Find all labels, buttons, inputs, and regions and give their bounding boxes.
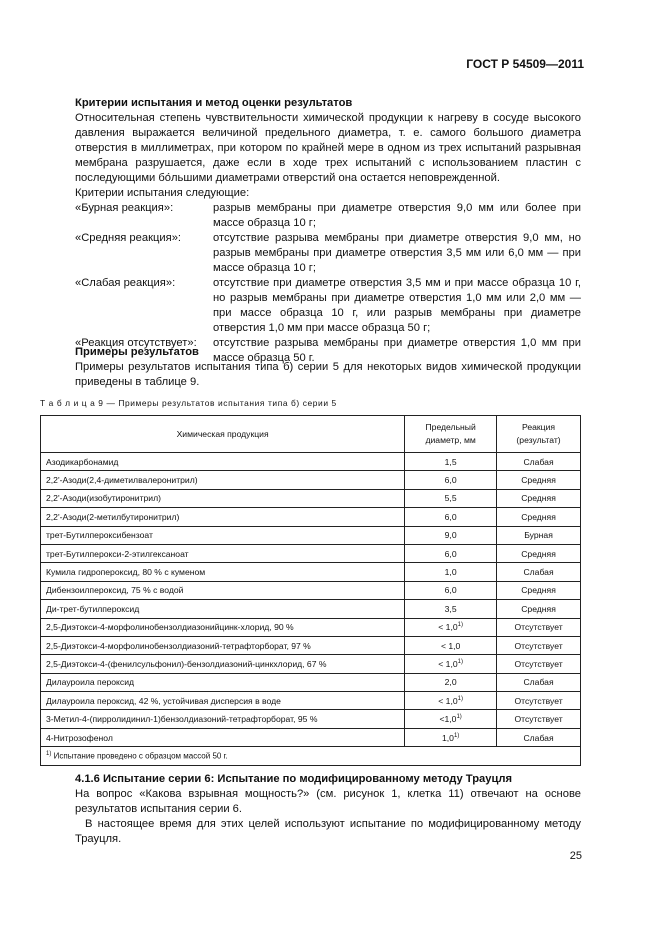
page-number: 25 (569, 850, 582, 862)
reaction-cell: Слабая (497, 563, 581, 581)
standard-header: ГОСТ Р 54509—2011 (466, 57, 584, 71)
diameter-cell (405, 600, 497, 618)
product-cell: 2,5-Диэтокси-4-(фенилсульфонил)-бензолдиазоний-цинкхлорид, 67 % (41, 655, 405, 673)
product-cell: 2,5-Диэтокси-4-морфолинобензолдиазоний-тетрафторборат, 97 % (41, 636, 405, 654)
examples-text: Примеры результатов испытания типа б) серии 5 для некоторых видов химической продукции приведены в таблице 9. (75, 361, 581, 388)
footnote-text: Испытание проведено с образцом массой 50 г. (53, 751, 228, 761)
diameter-value: 1,5 (444, 456, 457, 467)
footnote-ref: 1) (457, 695, 463, 702)
product-cell: Азодикарбонамид (41, 453, 405, 471)
product-cell: трет-Бутилпероксибензоат (41, 526, 405, 544)
table-row (41, 453, 581, 471)
product-cell: 2,2'-Азоди(2-метилбутиронитрил) (41, 508, 405, 526)
table-row (41, 692, 581, 710)
footnote-ref: 1) (457, 659, 463, 666)
table-row (41, 581, 581, 599)
series6-paragraph-2: В настоящее время для этих целей используют испытание по модифицированному методу Трауцля. (75, 818, 581, 845)
product-cell: 4-Нитрозофенол (41, 728, 405, 746)
product-cell: Кумила гидропероксид, 80 % с куменом (41, 563, 405, 581)
criteria-label: «Слабая реакция»: (75, 277, 176, 289)
diameter-value: 9,0 (444, 530, 457, 541)
criteria-section (75, 96, 581, 366)
diameter-value: < 1,0 (438, 695, 458, 706)
reaction-cell: Отсутствует (497, 692, 581, 710)
footnote-ref: 1) (453, 732, 460, 739)
table-row (41, 526, 581, 544)
diameter-value: 1,0 (441, 732, 454, 743)
criteria-label: «Бурная реакция»: (75, 202, 174, 214)
diameter-cell (405, 453, 497, 471)
diameter-cell (405, 489, 497, 507)
reaction-cell: Средняя (497, 471, 581, 489)
diameter-cell (405, 544, 497, 562)
reaction-cell: Средняя (497, 489, 581, 507)
product-cell: Ди-трет-бутилпероксид (41, 600, 405, 618)
diameter-cell (405, 710, 497, 728)
footnote-ref: 1) (457, 622, 463, 629)
criteria-item (75, 276, 581, 336)
table-row (41, 710, 581, 728)
criteria-text: отсутствие разрыва мембраны при диаметре отверстия 1,0 мм при массе образца 50 г. (213, 337, 581, 364)
examples-heading: Примеры результатов (75, 346, 199, 358)
criteria-text: отсутствие при диаметре отверстия 3,5 мм и при массе образца 10 г, но разрыв мембраны при диаметре отверстия 1,0 мм или 2,0 мм — при массе образца 10 г, или разрыв мембраны при диаметре отверстия 1,0 мм при массе образца 50 г; (213, 277, 581, 334)
table-row (41, 618, 581, 636)
footnote-ref: 1) (456, 714, 462, 721)
reaction-cell: Отсутствует (497, 618, 581, 636)
diameter-value: 1,0 (444, 567, 457, 578)
diameter-cell (405, 655, 497, 673)
product-cell: 2,5-Диэтокси-4-морфолинобензолдиазонийцинк-хлорид, 90 % (41, 618, 405, 636)
product-cell: Дилауроила пероксид (41, 673, 405, 691)
diameter-cell (405, 618, 497, 636)
header-diameter: Предельный диаметр, мм (405, 416, 497, 453)
criteria-label: «Средняя реакция»: (75, 232, 182, 244)
reaction-cell: Средняя (497, 508, 581, 526)
product-cell: Дибензоилпероксид, 75 % с водой (41, 581, 405, 599)
criteria-item (75, 201, 581, 231)
results-table (40, 415, 581, 766)
table-row (41, 655, 581, 673)
diameter-value: < 1,0 (438, 622, 458, 633)
diameter-value: 5,5 (444, 493, 457, 504)
reaction-cell: Отсутствует (497, 636, 581, 654)
diameter-value: < 1,0 (438, 658, 458, 669)
diameter-cell (405, 526, 497, 544)
criteria-label: «Реакция отсутствует»: (75, 337, 197, 349)
table-header-row (41, 416, 581, 453)
product-cell: трет-Бутилперокси-2-этилгексаноат (41, 544, 405, 562)
diameter-cell (405, 728, 497, 746)
criteria-heading: Критерии испытания и метод оценки результатов (75, 97, 353, 109)
diameter-cell (405, 673, 497, 691)
diameter-value: 6,0 (444, 511, 457, 522)
table-row (41, 489, 581, 507)
series6-paragraph-1: На вопрос «Какова взрывная мощность?» (см. рисунок 1, клетка 11) отвечают на основе результатов испытания серии 6. (75, 788, 581, 815)
reaction-cell: Средняя (497, 581, 581, 599)
table-footnote (41, 747, 581, 765)
criteria-intro: Относительная степень чувствительности химической продукции к нагреву в сосуде высокого давления выражается величиной предельного диаметра, т. е. самого большого диаметра отверстия в миллиметрах, при котором по крайней мере в одном из трех испытаний разрывная мембрана разрушается, даже если в ходе трех испытаний с использованием пластин с последующими бо́льшими диаметрами отверстий она остается неповрежденной. (75, 112, 581, 184)
product-cell: Дилауроила пероксид, 42 %, устойчивая дисперсия в воде (41, 692, 405, 710)
diameter-cell (405, 636, 497, 654)
reaction-cell: Слабая (497, 673, 581, 691)
reaction-cell: Средняя (497, 600, 581, 618)
diameter-value: 2,0 (444, 677, 457, 688)
reaction-cell: Бурная (497, 526, 581, 544)
criteria-item (75, 231, 581, 276)
reaction-cell: Средняя (497, 544, 581, 562)
header-reaction: Реакция (результат) (497, 416, 581, 453)
series6-heading: 4.1.6 Испытание серии 6: Испытание по модифицированному методу Трауцля (75, 773, 512, 785)
table-row (41, 728, 581, 746)
table-footnote-row (41, 747, 581, 765)
reaction-cell: Слабая (497, 728, 581, 746)
table-row (41, 673, 581, 691)
criteria-list-intro: Критерии испытания следующие: (75, 187, 250, 199)
product-cell: 2,2'-Азоди(2,4-диметилвалеронитрил) (41, 471, 405, 489)
product-cell: 2,2'-Азоди(изобутиронитрил) (41, 489, 405, 507)
diameter-value: 3,5 (444, 603, 457, 614)
table-row (41, 471, 581, 489)
criteria-text: разрыв мембраны при диаметре отверстия 9,0 мм или более при массе образца 10 г; (213, 202, 581, 229)
reaction-cell: Отсутствует (497, 655, 581, 673)
reaction-cell: Слабая (497, 453, 581, 471)
header-product: Химическая продукция (41, 416, 405, 453)
diameter-value: 6,0 (444, 548, 457, 559)
table-row (41, 544, 581, 562)
table-row (41, 563, 581, 581)
diameter-cell (405, 692, 497, 710)
table-caption: Т а б л и ц а 9 — Примеры результатов испытания типа б) серии 5 (40, 398, 337, 408)
diameter-cell (405, 508, 497, 526)
diameter-value: < 1,0 (440, 640, 461, 651)
diameter-value: 6,0 (444, 475, 457, 486)
diameter-cell (405, 563, 497, 581)
table-row (41, 600, 581, 618)
table-row (41, 508, 581, 526)
reaction-cell: Отсутствует (497, 710, 581, 728)
diameter-cell (405, 471, 497, 489)
diameter-value: 6,0 (444, 585, 457, 596)
table-row (41, 636, 581, 654)
criteria-text: отсутствие разрыва мембраны при диаметре отверстия 9,0 мм, но разрыв мембраны при диаметре отверстия 3,5 мм или 6,0 мм — при массе образца 10 г; (213, 232, 581, 274)
product-cell: 3-Метил-4-(пирролидинил-1)бензолдиазоний-тетрафторборат, 95 % (41, 710, 405, 728)
footnote-mark: 1) (46, 751, 52, 758)
diameter-cell (405, 581, 497, 599)
series6-section (75, 772, 581, 847)
examples-section (75, 345, 581, 390)
diameter-value: <1,0 (439, 714, 457, 725)
